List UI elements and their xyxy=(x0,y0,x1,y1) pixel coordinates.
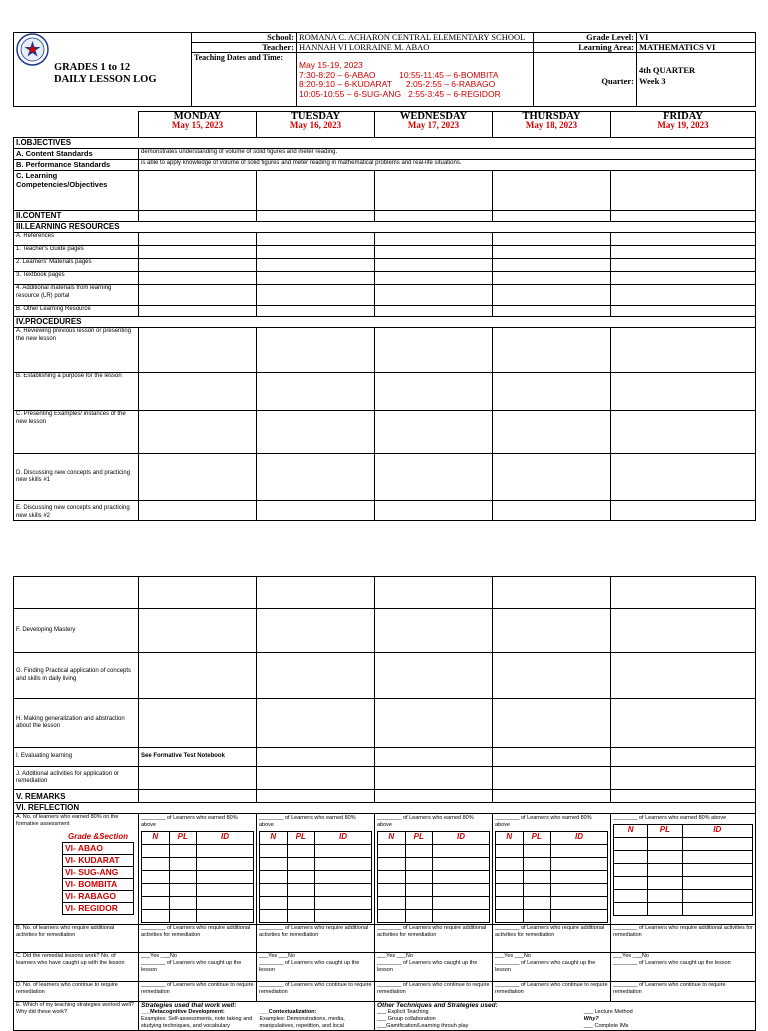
grade-level-label: Grade Level: xyxy=(534,33,637,43)
contextualization-examples: Examples: Demonstrations, media, manipulatives, repetition, and local xyxy=(259,1016,345,1029)
metacognitive-option[interactable]: ___Metacognitive Development: xyxy=(141,1009,225,1015)
earned-80-text: ________ of Learners who earned 80% above xyxy=(141,815,238,828)
procedure-item: H. Making generalization and abstraction about the lesson xyxy=(14,699,139,748)
complete-ims-option[interactable]: ___ Complete IMs xyxy=(583,1023,629,1029)
reflection-b-cell: ________ of Learners who require additional activities for remediation xyxy=(139,925,257,953)
reflection-d-cell: ________ of Learners who continue to require remediation xyxy=(139,982,257,1002)
section-name: VI- RABAGO xyxy=(63,891,134,903)
reflection-c-cell xyxy=(257,953,375,982)
title-line-1: GRADES 1 to 12 xyxy=(54,62,131,73)
title-line-2: DAILY LESSON LOG xyxy=(54,74,157,85)
col-n: N xyxy=(378,832,406,845)
caught-up-text: ________ of Learners who caught up the lesson xyxy=(141,960,242,973)
teacher-value: HANNAH VI LORRAINE M. ABAO xyxy=(297,43,534,53)
day-thursday xyxy=(493,112,611,138)
col-id: ID xyxy=(315,832,372,845)
caught-up-text: ________ of Learners who caught up the lesson xyxy=(259,960,360,973)
day-tuesday-date: May 16, 2023 xyxy=(289,120,342,130)
why-label: Why? xyxy=(583,1016,599,1022)
quarter-label xyxy=(534,53,637,107)
contextualization-option[interactable]: ___Contextualization: xyxy=(259,1009,317,1015)
day-monday-name: MONDAY xyxy=(173,111,222,122)
metacognitive-examples: Examples: Self-assessments, note taking and studying techniques, and vocabulary xyxy=(141,1016,253,1029)
col-n: N xyxy=(260,832,288,845)
section-name: VI- KUDARAT xyxy=(63,855,134,867)
col-id: ID xyxy=(682,825,753,838)
resource-item: 4. Additional materials from learning resource (LR) portal xyxy=(14,285,139,306)
teaching-dates-cell xyxy=(297,53,534,107)
col-id: ID xyxy=(197,832,254,845)
col-n: N xyxy=(142,832,170,845)
schedule-line-1: 7:30-8:20 – 6-ABAO 10:55-11:45 – 6-BOMBITA xyxy=(299,69,499,80)
reflection-d-cell: ________ of Learners who continue to require remediation xyxy=(611,982,756,1002)
reflection-a-cell xyxy=(257,814,375,925)
reflection-b-cell: ________ of Learners who require additional activities for remediation xyxy=(611,925,756,953)
caught-up-text: ________ of Learners who caught up the lesson xyxy=(495,960,596,973)
procedure-item: G. Finding Practical application of concepts and skills in daily living xyxy=(14,653,139,699)
reflection-d-cell: ________ of Learners who continue to require remediation xyxy=(257,982,375,1002)
caught-up-text: ________ of Learners who caught up the lesson xyxy=(377,960,478,973)
reflection-a-cell xyxy=(139,814,257,925)
earned-80-text: ________ of Learners who earned 80% above xyxy=(377,815,474,828)
quarter-label-text: Quarter: xyxy=(601,76,634,86)
other-strategies-title: Other Techniques and Strategies used: xyxy=(377,1002,498,1009)
mastery-table xyxy=(141,831,254,923)
col-pl: PL xyxy=(648,825,682,838)
col-id: ID xyxy=(551,832,608,845)
teaching-dates-value: May 15-19, 2023 xyxy=(299,60,363,70)
lecture-method-option[interactable]: ___ Lecture Method xyxy=(583,1009,633,1015)
day-thursday-date: May 18, 2023 xyxy=(525,120,578,130)
reflection-a-label: A. No. of learners who earned 80% on the formative assessment xyxy=(14,814,139,925)
reflection-d-cell: ________ of Learners who continue to require remediation xyxy=(493,982,611,1002)
day-wednesday xyxy=(375,112,493,138)
col-id: ID xyxy=(433,832,490,845)
teacher-label: Teacher: xyxy=(192,43,297,53)
day-wednesday-date: May 17, 2023 xyxy=(407,120,460,130)
other-strategies-cell xyxy=(375,1002,756,1031)
reflection-b-cell: ________ of Learners who require additional activities for remediation xyxy=(375,925,493,953)
resource-item: B. Other Learning Resource xyxy=(14,306,139,317)
day-friday-name: FRIDAY xyxy=(663,111,703,122)
yes-no-options[interactable]: ___Yes ___No xyxy=(613,953,649,959)
schedule-line-2: 8:20-9:10 – 6-KUDARAT 2:05-2:55 – 6-RABAGO xyxy=(299,79,496,89)
grade-section-label: Grade &Section xyxy=(67,832,128,841)
section-name: VI- SUG-ANG xyxy=(63,867,134,879)
col-pl: PL xyxy=(169,832,197,845)
content-standards-label: A. Content Standards xyxy=(14,149,139,160)
col-n: N xyxy=(614,825,648,838)
reflection-c-cell xyxy=(375,953,493,982)
teaching-dates-label xyxy=(192,53,297,107)
mastery-table xyxy=(613,824,753,916)
reflection-a-cell xyxy=(493,814,611,925)
col-pl: PL xyxy=(405,832,433,845)
caught-up-text: ________ of Learners who caught up the lesson xyxy=(613,960,731,966)
yes-no-options[interactable]: ___Yes ___No xyxy=(141,953,177,959)
resource-item: 3. Textbook pages xyxy=(14,272,139,285)
reflection-c-cell xyxy=(139,953,257,982)
day-wednesday-name: WEDNESDAY xyxy=(399,111,468,122)
strategies-cell xyxy=(139,1002,375,1031)
mastery-table xyxy=(377,831,490,923)
section-name: VI- ABAO xyxy=(63,843,134,855)
explicit-teaching-option[interactable]: ___ Explicit Teaching xyxy=(377,1009,429,1015)
strategies-title: Strategies used that work well: xyxy=(141,1002,237,1009)
section-name: VI- REGIDOR xyxy=(63,903,134,915)
teaching-dates-label-text: Teaching Dates and Time: xyxy=(194,53,283,62)
reflection-c-cell xyxy=(493,953,611,982)
procedure-item: J. Additional activities for application or remediation xyxy=(14,767,139,790)
yes-no-options[interactable]: ___Yes ___No xyxy=(377,953,413,959)
mastery-table xyxy=(495,831,608,923)
learning-area-value: MATHEMATICS VI xyxy=(637,43,756,53)
section-name: VI- BOMBITA xyxy=(63,879,134,891)
evaluating-note: See Formative Test Notebook xyxy=(139,748,257,767)
week-value: Week 3 xyxy=(639,76,666,86)
objectives-title: I.OBJECTIVES xyxy=(14,138,756,149)
day-thursday-name: THURSDAY xyxy=(522,111,581,122)
day-tuesday xyxy=(257,112,375,138)
col-n: N xyxy=(496,832,524,845)
earned-80-text: ________ of Learners who earned 80% above xyxy=(613,815,727,821)
resource-item: 2. Learners' Materials pages xyxy=(14,259,139,272)
reflection-e-label: E. Which of my teaching strategies worked well? Why did these work? xyxy=(14,1002,139,1031)
reflection-a-cell xyxy=(375,814,493,925)
resource-item: 1. Teacher's Guide pages xyxy=(14,246,139,259)
learning-competencies-label: C. Learning Competencies/Objectives xyxy=(14,171,139,211)
earned-80-text: ________ of Learners who earned 80% above xyxy=(495,815,592,828)
reflection-d-cell: ________ of Learners who continue to require remediation xyxy=(375,982,493,1002)
school-label: School: xyxy=(192,33,297,43)
grade-section-list xyxy=(62,832,134,915)
remarks-title: V. REMARKS xyxy=(14,790,139,803)
resource-item: A. References xyxy=(14,233,139,246)
procedure-item: E. Discussing new concepts and practicing new skills #2 xyxy=(14,501,139,521)
lesson-log-table-continued xyxy=(13,576,756,1031)
reflection-a-cell xyxy=(611,814,756,925)
learning-area-label: Learning Area: xyxy=(534,43,637,53)
performance-standards-label: B. Performance Standards xyxy=(14,160,139,171)
days-row xyxy=(14,112,756,138)
header-table xyxy=(13,32,756,107)
day-tuesday-name: TUESDAY xyxy=(290,111,341,122)
resources-title: III.LEARNING RESOURCES xyxy=(14,222,756,233)
day-monday xyxy=(139,112,257,138)
reflection-title: VI. REFLECTION xyxy=(14,803,756,814)
procedures-title: IV.PROCEDURES xyxy=(14,317,756,328)
grade-level-value: VI xyxy=(637,33,756,43)
day-friday-date: May 19, 2023 xyxy=(657,120,709,130)
yes-no-options[interactable]: ___Yes ___No xyxy=(495,953,531,959)
reflection-d-label: D. No. of learners who continue to require remediation xyxy=(14,982,139,1002)
col-pl: PL xyxy=(523,832,551,845)
procedure-item: C. Presenting Examples/ instances of the new lesson xyxy=(14,411,139,454)
mastery-table xyxy=(259,831,372,923)
school-value: ROMANA C. ACHARON CENTRAL ELEMENTARY SCHOOL xyxy=(297,33,534,43)
reflection-b-label: B. No. of learners who require additional activities for remediation xyxy=(14,925,139,953)
procedure-item: B. Establishing a purpose for the lesson xyxy=(14,373,139,411)
gamification-option[interactable]: ___Gamification/Learning throuh play xyxy=(377,1023,469,1029)
yes-no-options[interactable]: ___Yes ___No xyxy=(259,953,295,959)
reflection-c-cell xyxy=(611,953,756,982)
lesson-log-table xyxy=(13,111,756,521)
day-friday xyxy=(611,112,756,138)
procedure-item: I. Evaluating learning xyxy=(14,748,139,767)
col-pl: PL xyxy=(287,832,315,845)
procedure-item: D. Discussing new concepts and practicing new skills #1 xyxy=(14,454,139,501)
schedule-line-3: 10:05-10:55 – 6-SUG-ANG 2:55-3:45 – 6-REGIDOR xyxy=(299,88,501,99)
content-standards-value: demonstrates understanding of volume of solid figures and meter reading. xyxy=(139,149,756,160)
procedure-item: A. Reviewing previous lesson or presenting the new lesson xyxy=(14,328,139,373)
quarter-cell xyxy=(637,53,756,107)
reflection-c-label: C. Did the remedial lessons work? No. of learners who have caught up with the lesson xyxy=(14,953,139,982)
reflection-b-cell: ________ of Learners who require additional activities for remediation xyxy=(257,925,375,953)
group-collaboration-option[interactable]: ___ Group collaboration xyxy=(377,1016,436,1022)
reflection-b-cell: ________ of Learners who require additional activities for remediation xyxy=(493,925,611,953)
performance-standards-value: is able to apply knowledge of volume of solid figures and meter reading in mathematical problems and real-life situations. xyxy=(139,160,756,171)
procedure-item: F. Developing Mastery xyxy=(14,609,139,653)
content-title: II.CONTENT xyxy=(14,211,139,222)
quarter-value: 4th QUARTER xyxy=(639,65,696,75)
section-table xyxy=(62,842,134,915)
earned-80-text: ________ of Learners who earned 80% above xyxy=(259,815,356,828)
day-monday-date: May 15, 2023 xyxy=(171,120,224,130)
